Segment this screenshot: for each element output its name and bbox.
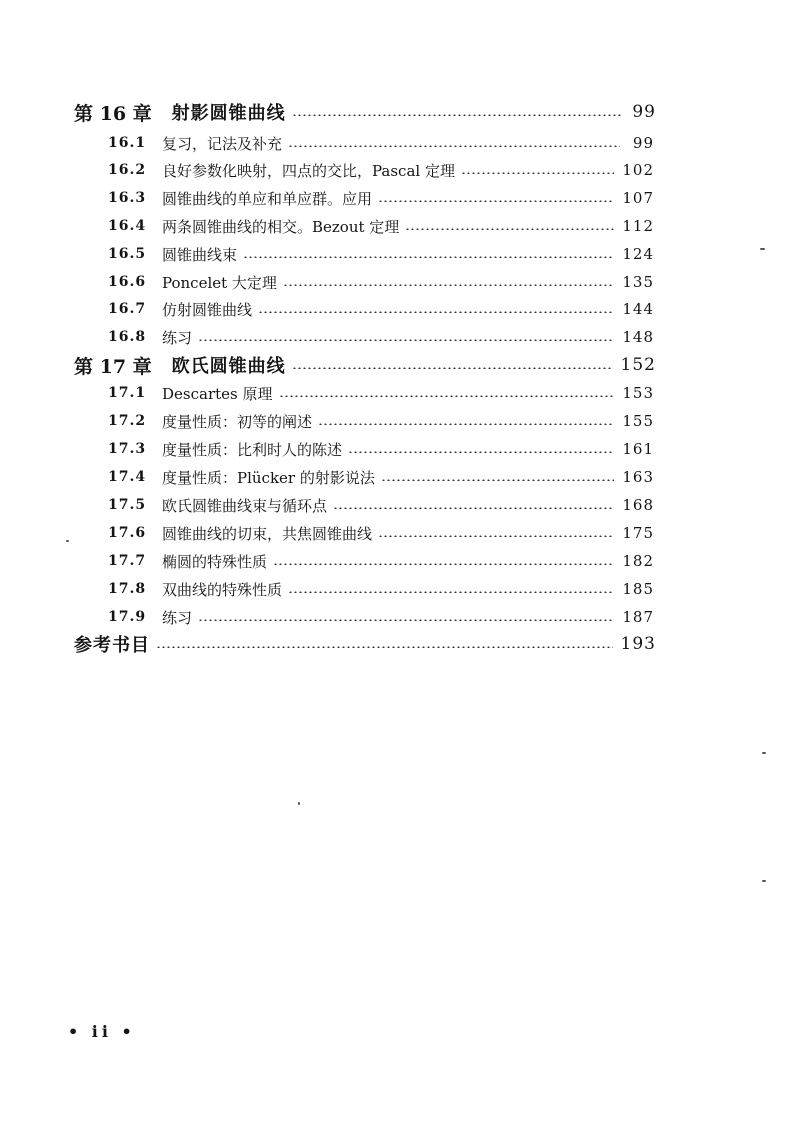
dot-leader	[378, 535, 614, 537]
section-number: 16.4	[108, 218, 147, 234]
section-number: 17.3	[108, 441, 147, 457]
section-number: 17.4	[108, 469, 147, 485]
page-number: 182	[622, 552, 654, 570]
toc-section-entry	[108, 242, 654, 266]
scan-speck	[298, 802, 300, 805]
dot-leader	[243, 256, 614, 258]
page-number: 99	[632, 134, 654, 152]
dot-leader	[288, 145, 620, 147]
toc-section-entry	[108, 158, 654, 182]
section-number: 16.6	[108, 274, 147, 290]
dot-leader	[283, 284, 614, 286]
section-title: 复习，记法及补充	[162, 134, 283, 153]
section-title: 仿射圆锥曲线	[162, 300, 253, 319]
toc-section-entry	[108, 270, 654, 294]
section-number: 16.3	[108, 190, 147, 206]
scan-speck	[66, 540, 69, 542]
dot-leader	[198, 339, 614, 341]
dot-leader	[378, 200, 614, 202]
page-number: 193	[620, 634, 656, 654]
page-number: 153	[622, 384, 654, 402]
page-number: 161	[622, 440, 654, 458]
toc-section-entry	[108, 577, 654, 601]
dot-leader	[405, 228, 614, 230]
dot-leader	[279, 395, 615, 397]
section-title: 练习	[162, 608, 193, 627]
section-number: 17.1	[108, 385, 147, 401]
page-number: 99	[632, 102, 656, 122]
dot-leader	[333, 507, 614, 509]
dot-leader	[198, 619, 614, 621]
dot-leader	[381, 479, 615, 481]
section-number: 16.1	[108, 135, 147, 151]
section-number: 17.2	[108, 413, 147, 429]
section-number: 16.8	[108, 329, 147, 345]
section-title: 圆锥曲线的切束，共焦圆锥曲线	[162, 524, 373, 543]
dot-leader	[461, 172, 614, 174]
scan-speck	[762, 880, 766, 882]
section-title: Poncelet 大定理	[162, 273, 277, 292]
section-number: 16.7	[108, 301, 147, 317]
toc-section-entry	[108, 131, 654, 155]
page-number: 144	[622, 300, 654, 318]
toc-chapter-entry	[74, 353, 656, 377]
page-number: 187	[622, 608, 654, 626]
dot-leader	[292, 367, 613, 369]
page-number-footer: • ii •	[68, 1022, 136, 1041]
section-title: 欧氏圆锥曲线束与循环点	[162, 496, 328, 515]
section-title: 度量性质：比利时人的陈述	[162, 440, 343, 459]
page-number: 175	[622, 524, 654, 542]
page-number: 155	[622, 412, 654, 430]
section-title: 度量性质：Plücker 的射影说法	[162, 468, 375, 487]
toc-section-entry	[108, 493, 654, 517]
section-title: 练习	[162, 328, 193, 347]
dot-leader	[288, 591, 614, 593]
toc-section-entry	[108, 437, 654, 461]
section-number: 17.6	[108, 525, 147, 541]
section-number: 16.2	[108, 162, 147, 178]
section-title: 良好参数化映射，四点的交比，Pascal 定理	[162, 161, 455, 180]
section-number: 17.7	[108, 553, 147, 569]
chapter-title: 欧氏圆锥曲线	[171, 356, 286, 377]
bibliography-title: 参考书目	[74, 635, 150, 656]
chapter-number: 第 16 章	[74, 102, 152, 125]
section-title: 圆锥曲线的单应和单应群。应用	[162, 189, 373, 208]
toc-section-entry	[108, 186, 654, 210]
toc-section-entry	[108, 549, 654, 573]
toc-section-entry	[108, 381, 654, 405]
section-title: 圆锥曲线束	[162, 245, 238, 264]
section-number: 17.5	[108, 497, 147, 513]
toc-section-entry	[108, 605, 654, 629]
toc-section-entry	[108, 409, 654, 433]
dot-leader	[273, 563, 614, 565]
section-title: 椭圆的特殊性质	[162, 552, 268, 571]
page-number: 152	[620, 355, 656, 375]
section-title: Descartes 原理	[162, 384, 273, 403]
dot-leader	[292, 114, 622, 116]
dot-leader	[258, 311, 614, 313]
page-number: 163	[622, 468, 654, 486]
section-number: 17.8	[108, 581, 147, 597]
page-number: 185	[622, 580, 654, 598]
page-number: 168	[622, 496, 654, 514]
page-number: 112	[622, 217, 654, 235]
page-number: 102	[622, 161, 654, 179]
page-number: 148	[622, 328, 654, 346]
dot-leader	[156, 646, 613, 648]
scan-speck	[762, 752, 766, 754]
toc-section-entry	[108, 214, 654, 238]
section-title: 双曲线的特殊性质	[162, 580, 283, 599]
section-number: 17.9	[108, 609, 147, 625]
section-title: 两条圆锥曲线的相交。Bezout 定理	[162, 217, 400, 236]
toc-section-entry	[108, 325, 654, 349]
toc-section-entry	[108, 521, 654, 545]
toc-chapter-entry	[74, 100, 656, 124]
toc-section-entry	[108, 297, 654, 321]
section-title: 度量性质：初等的阐述	[162, 412, 313, 431]
page-number: 107	[622, 189, 654, 207]
toc-section-entry	[108, 465, 654, 489]
page-number: 124	[622, 245, 654, 263]
scan-speck	[760, 248, 765, 250]
toc-bibliography-entry	[74, 632, 656, 656]
page-number: 135	[622, 273, 654, 291]
chapter-title: 射影圆锥曲线	[171, 103, 286, 124]
section-number: 16.5	[108, 246, 147, 262]
dot-leader	[318, 423, 614, 425]
chapter-number: 第 17 章	[74, 355, 152, 378]
dot-leader	[348, 451, 614, 453]
